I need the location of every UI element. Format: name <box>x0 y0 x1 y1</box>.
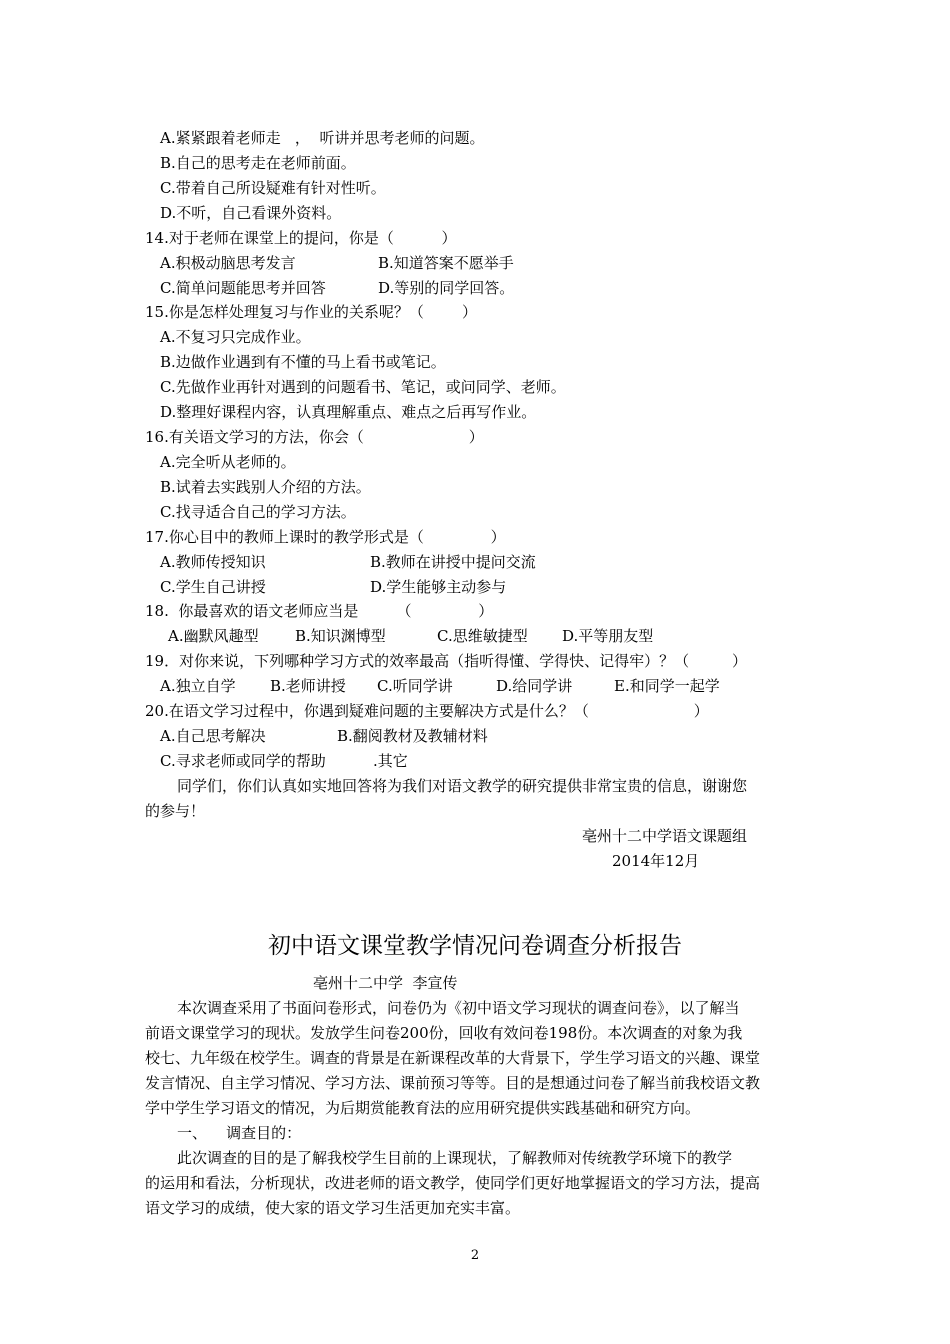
report-paragraph-line: 的运用和看法，分析现状，改进老师的语文教学，使同学们更好地掌握语文的学习方法，提高 <box>145 1174 761 1192</box>
q19-option-a: A.独立自学 <box>160 677 236 695</box>
q14-stem: 14.对于老师在课堂上的提问，你是（ ） <box>145 229 457 247</box>
q19-stem: 19．对你来说，下列哪种学习方式的效率最高（指听得懂、学得快、记得牢）？（ ） <box>145 652 748 670</box>
q13-option-c: C.带着自己所设疑难有针对性听。 <box>160 179 386 197</box>
q16-option-a: A.完全听从老师的。 <box>160 453 296 471</box>
report-author: 亳州十二中学 李宣传 <box>313 974 458 992</box>
q17-option-a: A.教师传授知识 <box>160 553 266 571</box>
report-paragraph-line: 前语文课堂学习的现状。发放学生问卷200份，回收有效问卷198份。本次调查的对象为我 <box>145 1024 743 1042</box>
q16-option-b: B.试着去实践别人介绍的方法。 <box>160 478 371 496</box>
q19-option-c: C.听同学讲 <box>377 677 453 695</box>
q18-stem: 18. 你最喜欢的语文老师应当是 （ ） <box>145 602 494 620</box>
q14-option-a: A.积极动脑思考发言 <box>160 254 296 272</box>
signature-org: 亳州十二中学语文课题组 <box>582 827 748 845</box>
q13-option-d: D.不听，自己看课外资料。 <box>160 204 342 222</box>
q18-option-c: C.思维敏捷型 <box>437 627 528 645</box>
q15-option-c: C.先做作业再针对遇到的问题看书、笔记，或问同学、老师。 <box>160 378 566 396</box>
q17-option-b: B.教师在讲授中提问交流 <box>370 553 536 571</box>
signature-date: 2014年12月 <box>612 852 700 870</box>
q17-option-c: C.学生自己讲授 <box>160 578 266 596</box>
q15-stem: 15.你是怎样处理复习与作业的关系呢？（ ） <box>145 303 478 321</box>
q18-option-b: B.知识渊博型 <box>295 627 386 645</box>
q15-option-b: B.边做作业遇到有不懂的马上看书或笔记。 <box>160 353 446 371</box>
q18-option-a: A.幽默风趣型 <box>168 627 259 645</box>
q20-option-d: .其它 <box>373 752 408 770</box>
q15-option-d: D.整理好课程内容，认真理解重点、难点之后再写作业。 <box>160 403 537 421</box>
section-heading: 一、 调查目的： <box>177 1124 302 1142</box>
report-paragraph-line: 本次调查采用了书面问卷形式，问卷仍为《初中语文学习现状的调查问卷》，以了解当 <box>177 999 740 1017</box>
report-title: 初中语文课堂教学情况问卷调查分析报告 <box>268 933 682 959</box>
q14-option-c: C.简单问题能思考并回答 <box>160 279 326 297</box>
q17-option-d: D.学生能够主动参与 <box>370 578 507 596</box>
q14-option-b: B.知道答案不愿举手 <box>378 254 514 272</box>
report-paragraph-line: 学中学生学习语文的情况，为后期赏能教育法的应用研究提供实践基础和研究方向。 <box>145 1099 701 1117</box>
q19-option-d: D.给同学讲 <box>496 677 573 695</box>
report-paragraph-line: 发言情况、自主学习情况、学习方法、课前预习等等。目的是想通过问卷了解当前我校语文教 <box>145 1074 761 1092</box>
q13-option-b: B.自己的思考走在老师前面。 <box>160 154 356 172</box>
closing-text: 同学们，你们认真如实地回答将为我们对语文教学的研究提供非常宝贵的信息，谢谢您 <box>177 777 748 795</box>
report-paragraph-line: 此次调查的目的是了解我校学生目前的上课现状，了解教师对传统教学环境下的教学 <box>177 1149 733 1167</box>
q20-option-b: B.翻阅教材及教辅材料 <box>337 727 488 745</box>
q20-stem: 20.在语文学习过程中，你遇到疑难问题的主要解决方式是什么？（ ） <box>145 702 709 720</box>
q18-option-d: D.平等朋友型 <box>562 627 654 645</box>
q19-option-e: E.和同学一起学 <box>614 677 720 695</box>
q13-option-a: A.紧紧跟着老师走 ， 听讲并思考老师的问题。 <box>160 129 485 147</box>
q16-stem: 16.有关语文学习的方法，你会（ ） <box>145 428 484 446</box>
q14-option-d: D.等别的同学回答。 <box>378 279 515 297</box>
report-paragraph-line: 校七、九年级在校学生。调查的背景是在新课程改革的大背景下，学生学习语文的兴趣、课堂 <box>145 1049 761 1067</box>
q20-option-a: A.自己思考解决 <box>160 727 266 745</box>
page-number: 2 <box>470 1248 480 1263</box>
report-paragraph-line: 语文学习的成绩，使大家的语文学习生活更加充实丰富。 <box>145 1199 521 1217</box>
q17-stem: 17.你心目中的教师上课时的教学形式是（ ） <box>145 528 506 546</box>
closing-text-continued: 的参与！ <box>145 802 206 820</box>
q15-option-a: A.不复习只完成作业。 <box>160 328 311 346</box>
q19-option-b: B.老师讲授 <box>270 677 346 695</box>
q20-option-c: C.寻求老师或同学的帮助 <box>160 752 326 770</box>
q16-option-c: C.找寻适合自己的学习方法。 <box>160 503 356 521</box>
